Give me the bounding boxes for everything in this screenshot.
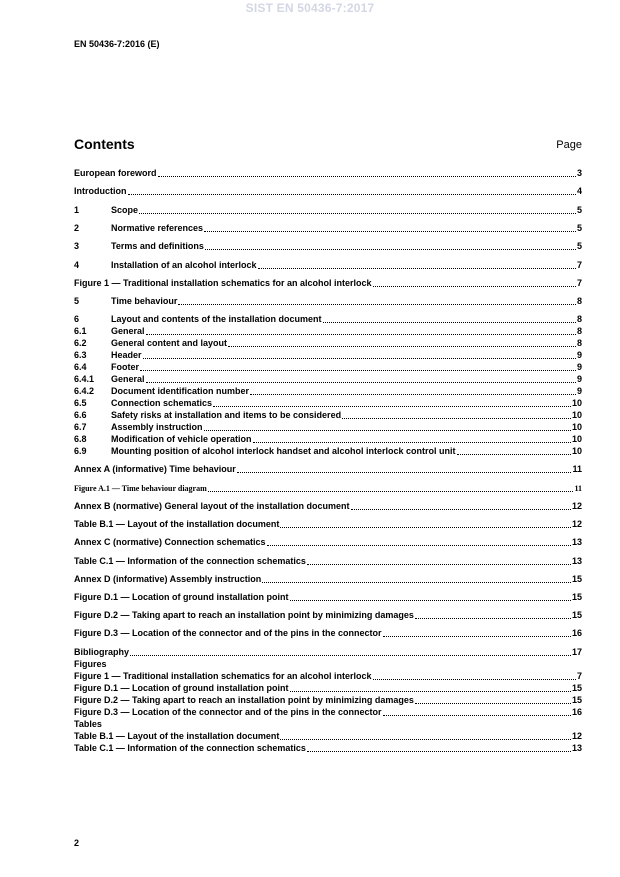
leader-dots [250, 387, 576, 395]
document-id: EN 50436-7:2016 (E) [74, 39, 160, 49]
toc-entry[interactable]: 6.4.2 Document identification number 9 [74, 386, 582, 396]
toc-entry[interactable]: 6.5 Connection schematics 10 [74, 398, 582, 408]
figure-entry[interactable]: Figure 1 — Traditional installation schematics for an alcohol interlock 7 [74, 671, 582, 681]
toc-entry[interactable]: 6.8 Modification of vehicle operation 10 [74, 434, 582, 444]
toc-entry[interactable]: Introduction 4 [74, 186, 582, 196]
toc-entry[interactable]: Figure D.1 — Location of ground installation point 15 [74, 592, 582, 602]
leader-dots [280, 520, 571, 528]
toc-entry[interactable]: Annex C (normative) Connection schematics 13 [74, 537, 582, 547]
toc-entry[interactable]: 5 Time behaviour 8 [74, 296, 582, 306]
toc-entry[interactable]: Table B.1 — Layout of the installation document 12 [74, 519, 582, 529]
toc-entry[interactable]: 6.7 Assembly instruction 10 [74, 422, 582, 432]
leader-dots [280, 732, 571, 740]
toc-entry[interactable]: Figure A.1 — Time behaviour diagram 11 [74, 484, 582, 493]
leader-dots [290, 593, 571, 601]
leader-dots [457, 447, 571, 455]
leader-dots [158, 169, 576, 177]
leader-dots [383, 629, 571, 637]
leader-dots [213, 399, 571, 407]
toc-entry[interactable]: Annex D (informative) Assembly instruction 15 [74, 574, 582, 584]
toc-entry[interactable]: 1 Scope 5 [74, 205, 582, 215]
toc-entry[interactable]: 6.6 Safety risks at installation and items to be considered 10 [74, 410, 582, 420]
toc-entry[interactable]: 6.4.1 General 9 [74, 374, 582, 384]
leader-dots [146, 327, 576, 335]
leader-dots [130, 648, 571, 656]
toc-entry[interactable]: Figure D.3 — Location of the connector and of the pins in the connector 16 [74, 628, 582, 638]
leader-dots [208, 484, 574, 492]
leader-dots [237, 465, 572, 473]
toc-entry[interactable]: Annex A (informative) Time behaviour 11 [74, 464, 582, 474]
leader-dots [373, 672, 576, 680]
leader-dots [204, 224, 576, 232]
toc-entry[interactable]: Annex B (normative) General layout of the installation document 12 [74, 501, 582, 511]
leader-dots [178, 297, 576, 305]
page-number: 2 [74, 838, 80, 848]
leader-dots [205, 242, 576, 250]
leader-dots [351, 502, 571, 510]
watermark: SIST EN 50436-7:2017 [245, 1, 375, 15]
toc-entry[interactable]: 2 Normative references 5 [74, 223, 582, 233]
leader-dots [307, 744, 571, 752]
leader-dots [290, 684, 571, 692]
figure-entry[interactable]: Figure D.2 — Taking apart to reach an installation point by minimizing damages 15 [74, 695, 582, 705]
toc-entry[interactable]: 6 Layout and contents of the installation document 8 [74, 314, 582, 324]
toc-entry[interactable]: 6.4 Footer 9 [74, 362, 582, 372]
tables-heading: Tables [74, 719, 102, 729]
table-entry[interactable]: Table B.1 — Layout of the installation document 12 [74, 731, 582, 741]
leader-dots [139, 206, 576, 214]
leader-dots [267, 538, 571, 546]
toc-entry[interactable]: Figure 1 — Traditional installation schematics for an alcohol interlock 7 [74, 278, 582, 288]
leader-dots [146, 375, 576, 383]
figures-heading: Figures [74, 659, 107, 669]
toc-entry[interactable]: 6.3 Header 9 [74, 350, 582, 360]
figure-entry[interactable]: Figure D.3 — Location of the connector and of the pins in the connector 16 [74, 707, 582, 717]
leader-dots [307, 557, 571, 565]
toc-entry[interactable]: 6.9 Mounting position of alcohol interlock handset and alcohol interlock control unit 10 [74, 446, 582, 456]
leader-dots [228, 339, 576, 347]
page-column-label: Page [556, 139, 582, 151]
leader-dots [128, 187, 576, 195]
leader-dots [342, 411, 571, 419]
toc-entry[interactable]: Table C.1 — Information of the connection schematics 13 [74, 556, 582, 566]
leader-dots [415, 611, 571, 619]
table-entry[interactable]: Table C.1 — Information of the connection schematics 13 [74, 743, 582, 753]
leader-dots [323, 315, 576, 323]
figure-entry[interactable]: Figure D.1 — Location of ground installation point 15 [74, 683, 582, 693]
leader-dots [143, 351, 576, 359]
leader-dots [415, 696, 571, 704]
leader-dots [140, 363, 576, 371]
toc-entry[interactable]: European foreword 3 [74, 168, 582, 178]
toc-entry[interactable]: Bibliography 17 [74, 647, 582, 657]
leader-dots [258, 261, 576, 269]
toc-entry[interactable]: Figure D.2 — Taking apart to reach an installation point by minimizing damages 15 [74, 610, 582, 620]
leader-dots [204, 423, 571, 431]
leader-dots [253, 435, 571, 443]
toc-entry[interactable]: 3 Terms and definitions 5 [74, 241, 582, 251]
leader-dots [383, 708, 571, 716]
toc-entry[interactable]: 6.2 General content and layout 8 [74, 338, 582, 348]
toc-entry[interactable]: 6.1 General 8 [74, 326, 582, 336]
leader-dots [373, 279, 576, 287]
leader-dots [262, 575, 571, 583]
toc-entry[interactable]: 4 Installation of an alcohol interlock 7 [74, 260, 582, 270]
contents-title: Contents [74, 136, 135, 152]
